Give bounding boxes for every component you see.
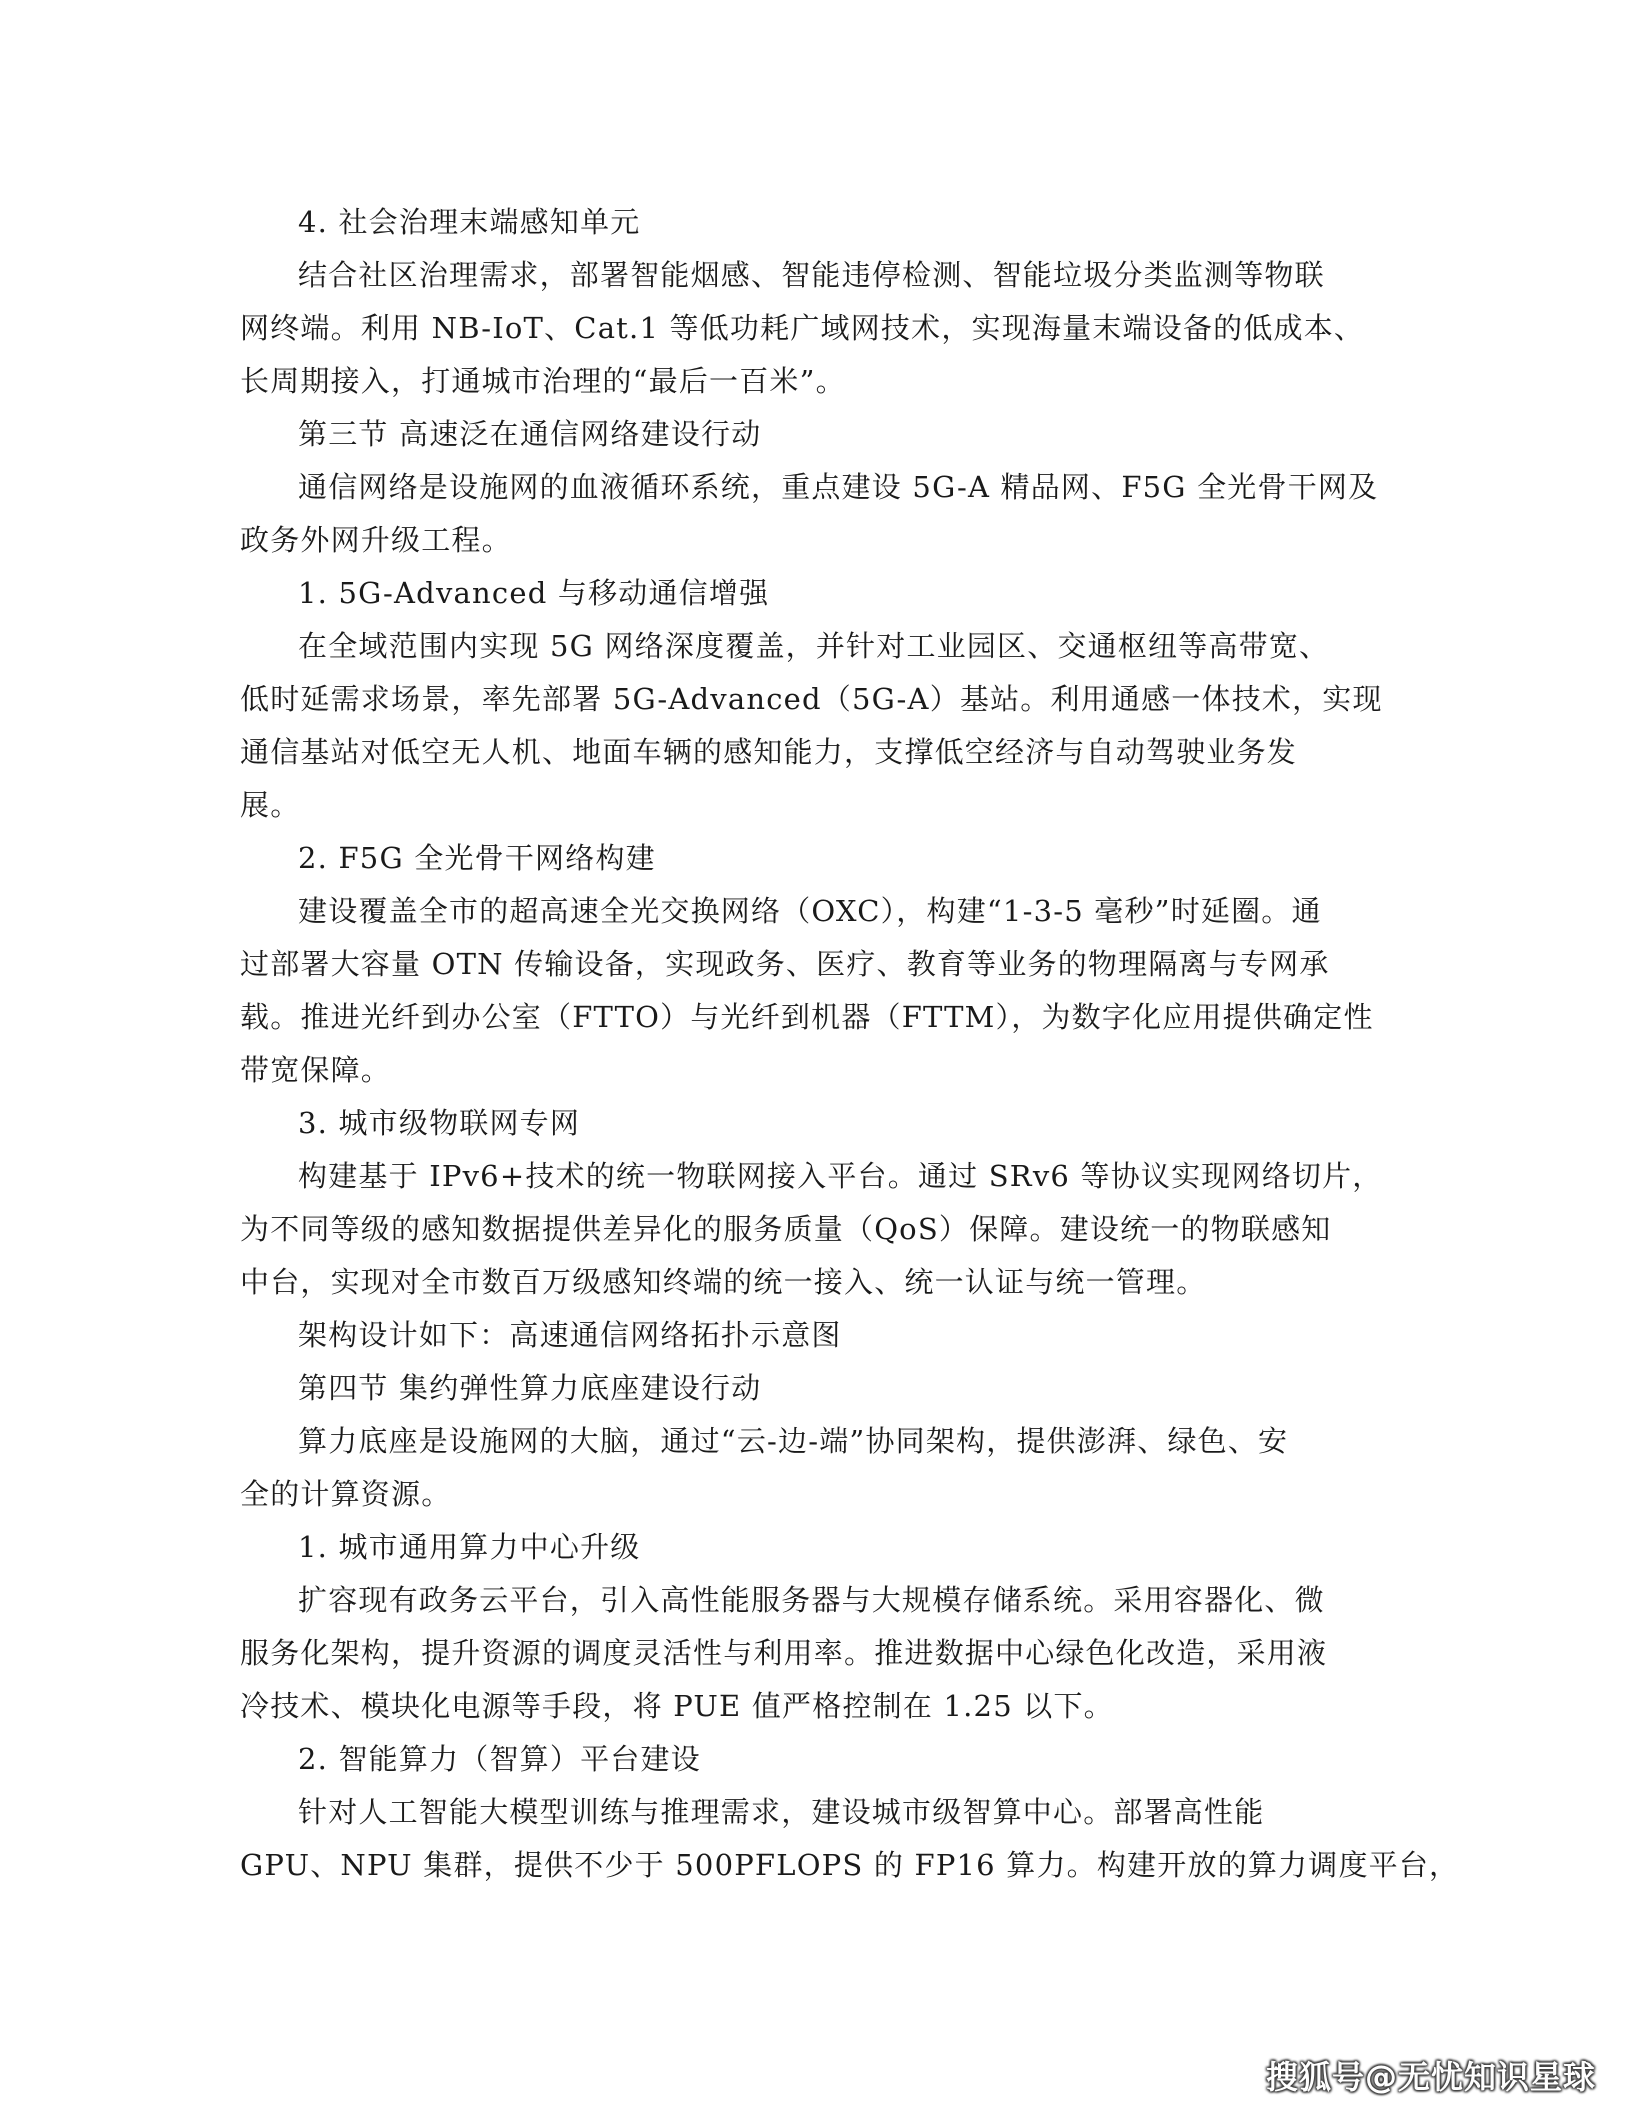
paragraph-line: 冷技术、模块化电源等手段，将 PUE 值严格控制在 1.25 以下。 — [240, 1689, 1114, 1723]
paragraph-line: 低时延需求场景，率先部署 5G-Advanced（5G-A）基站。利用通感一体技术，实现 — [240, 682, 1383, 716]
subsection-heading: 1. 城市通用算力中心升级 — [298, 1530, 641, 1564]
paragraph-line: 政务外网升级工程。 — [240, 523, 512, 557]
paragraph-line: 网终端。利用 NB-IoT、Cat.1 等低功耗广域网技术，实现海量末端设备的低成本、 — [240, 311, 1365, 345]
paragraph-line: 全的计算资源。 — [240, 1477, 452, 1511]
paragraph-line: 过部署大容量 OTN 传输设备，实现政务、医疗、教育等业务的物理隔离与专网承 — [240, 947, 1330, 981]
paragraph-line: 带宽保障。 — [240, 1053, 392, 1087]
paragraph-line: 为不同等级的感知数据提供差异化的服务质量（QoS）保障。建设统一的物联感知 — [240, 1212, 1332, 1246]
subsection-heading: 4. 社会治理末端感知单元 — [298, 205, 641, 239]
paragraph-line: 针对人工智能大模型训练与推理需求，建设城市级智算中心。部署高性能 — [298, 1795, 1265, 1829]
section-heading: 第四节 集约弹性算力底座建设行动 — [298, 1371, 762, 1405]
paragraph-line: 构建基于 IPv6+技术的统一物联网接入平台。通过 SRv6 等协议实现网络切片， — [298, 1159, 1383, 1193]
subsection-heading: 1. 5G-Advanced 与移动通信增强 — [298, 576, 770, 610]
paragraph-line: 展。 — [240, 788, 301, 822]
subsection-heading: 2. 智能算力（智算）平台建设 — [298, 1742, 701, 1776]
paragraph-line: 通信网络是设施网的血液循环系统，重点建设 5G-A 精品网、F5G 全光骨干网及 — [298, 470, 1379, 504]
paragraph-line: 载。推进光纤到办公室（FTTO）与光纤到机器（FTTM），为数字化应用提供确定性 — [240, 1000, 1374, 1034]
figure-caption: 架构设计如下：高速通信网络拓扑示意图 — [298, 1318, 842, 1352]
paragraph-line: 服务化架构，提升资源的调度灵活性与利用率。推进数据中心绿色化改造，采用液 — [240, 1636, 1328, 1670]
paragraph-line: 算力底座是设施网的大脑，通过“云-边-端”协同架构，提供澎湃、绿色、安 — [298, 1424, 1289, 1458]
paragraph-line: 在全域范围内实现 5G 网络深度覆盖，并针对工业园区、交通枢纽等高带宽、 — [298, 629, 1330, 663]
paragraph-line: 通信基站对低空无人机、地面车辆的感知能力，支撑低空经济与自动驾驶业务发 — [240, 735, 1298, 769]
section-heading: 第三节 高速泛在通信网络建设行动 — [298, 417, 762, 451]
paragraph-line: 扩容现有政务云平台，引入高性能服务器与大规模存储系统。采用容器化、微 — [298, 1583, 1325, 1617]
paragraph-line: 中台，实现对全市数百万级感知终端的统一接入、统一认证与统一管理。 — [240, 1265, 1207, 1299]
paragraph-line: 长周期接入，打通城市治理的“最后一百米”。 — [240, 364, 846, 398]
paragraph-line: 结合社区治理需求，部署智能烟感、智能违停检测、智能垃圾分类监测等物联 — [298, 258, 1325, 292]
paragraph-line: GPU、NPU 集群，提供不少于 500PFLOPS 的 FP16 算力。构建开放的算力调度平台， — [240, 1848, 1460, 1882]
document-page — [240, 196, 1460, 1892]
subsection-heading: 3. 城市级物联网专网 — [298, 1106, 581, 1140]
paragraph-line: 建设覆盖全市的超高速全光交换网络（OXC），构建“1-3-5 毫秒”时延圈。通 — [298, 894, 1322, 928]
watermark: 搜狐号@无忧知识星球 — [1265, 2058, 1596, 2096]
subsection-heading: 2. F5G 全光骨干网络构建 — [298, 841, 656, 875]
